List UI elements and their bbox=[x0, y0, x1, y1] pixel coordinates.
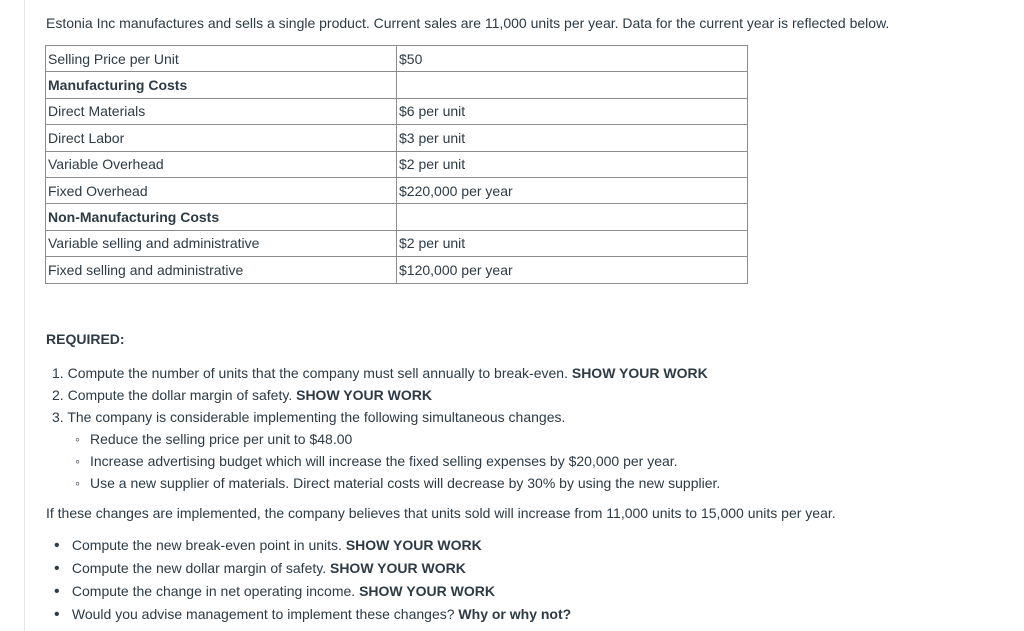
question-text: Compute the number of units that the company must sell annually to break-even. bbox=[67, 365, 568, 381]
row-value: $2 per unit bbox=[397, 151, 748, 177]
row-label: Variable Overhead bbox=[46, 151, 397, 177]
table-row bbox=[46, 257, 748, 283]
row-label: Direct Labor bbox=[46, 125, 397, 151]
content-left-border bbox=[24, 0, 25, 631]
table-row bbox=[46, 204, 748, 230]
tasks-list bbox=[54, 534, 571, 626]
table-row bbox=[46, 177, 748, 203]
table-row bbox=[46, 151, 748, 177]
row-value: $6 per unit bbox=[397, 98, 748, 124]
row-value: $2 per unit bbox=[397, 230, 748, 256]
scenario-paragraph: If these changes are implemented, the company believes that units sold will increase from 11,000 units to 15,000 units per year. bbox=[46, 505, 836, 521]
list-item: ◦ Use a new supplier of materials. Direct material costs will decrease by 30% by using the new supplier. bbox=[75, 472, 720, 494]
changes-list bbox=[52, 428, 720, 494]
question-number: 2. bbox=[52, 387, 64, 403]
list-item bbox=[52, 362, 720, 384]
task-emphasis: SHOW YOUR WORK bbox=[329, 560, 466, 576]
row-label: Fixed Overhead bbox=[46, 177, 397, 203]
row-label: Fixed selling and administrative bbox=[46, 257, 397, 283]
task-text: Would you advise management to implement these changes? bbox=[71, 606, 455, 622]
row-value bbox=[397, 72, 748, 98]
section-heading: Manufacturing Costs bbox=[46, 72, 397, 98]
row-label: Variable selling and administrative bbox=[46, 230, 397, 256]
question-number: 3. bbox=[52, 409, 64, 425]
task-text: Compute the change in net operating income. bbox=[71, 583, 356, 599]
list-item bbox=[52, 406, 720, 494]
list-item bbox=[54, 534, 571, 557]
required-questions-list bbox=[52, 362, 720, 494]
list-item bbox=[54, 580, 571, 603]
table-row bbox=[46, 46, 748, 72]
question-emphasis: SHOW YOUR WORK bbox=[571, 365, 708, 381]
table-row bbox=[46, 98, 748, 124]
row-value: $3 per unit bbox=[397, 125, 748, 151]
section-heading: Non-Manufacturing Costs bbox=[46, 204, 397, 230]
cost-data-table bbox=[45, 45, 748, 284]
list-item: ◦ Increase advertising budget which will increase the fixed selling expenses by $20,000 per year. bbox=[75, 450, 720, 472]
row-label: Direct Materials bbox=[46, 98, 397, 124]
row-label: Selling Price per Unit bbox=[46, 46, 397, 72]
task-text: Compute the new dollar margin of safety. bbox=[71, 560, 327, 576]
table-row bbox=[46, 125, 748, 151]
table-row bbox=[46, 230, 748, 256]
task-text: Compute the new break-even point in units. bbox=[71, 537, 342, 553]
required-heading: REQUIRED: bbox=[46, 331, 125, 347]
list-item: ◦ Reduce the selling price per unit to $48.00 bbox=[75, 428, 720, 450]
question-number: 1. bbox=[52, 365, 64, 381]
question-emphasis: SHOW YOUR WORK bbox=[296, 387, 432, 403]
row-value: $220,000 per year bbox=[397, 177, 748, 203]
row-value: $120,000 per year bbox=[397, 257, 748, 283]
intro-paragraph: Estonia Inc manufactures and sells a single product. Current sales are 11,000 units per year. Data for the current year is reflected below. bbox=[46, 15, 890, 31]
task-emphasis: SHOW YOUR WORK bbox=[345, 537, 482, 553]
list-item bbox=[54, 603, 571, 626]
question-text: The company is considerable implementing the following simultaneous changes. bbox=[67, 409, 566, 425]
task-emphasis: Why or why not? bbox=[458, 606, 572, 622]
list-item bbox=[54, 557, 571, 580]
row-value: $50 bbox=[397, 46, 748, 72]
row-value bbox=[397, 204, 748, 230]
task-emphasis: SHOW YOUR WORK bbox=[359, 583, 495, 599]
list-item bbox=[52, 384, 720, 406]
question-text: Compute the dollar margin of safety. bbox=[67, 387, 293, 403]
table-row bbox=[46, 72, 748, 98]
